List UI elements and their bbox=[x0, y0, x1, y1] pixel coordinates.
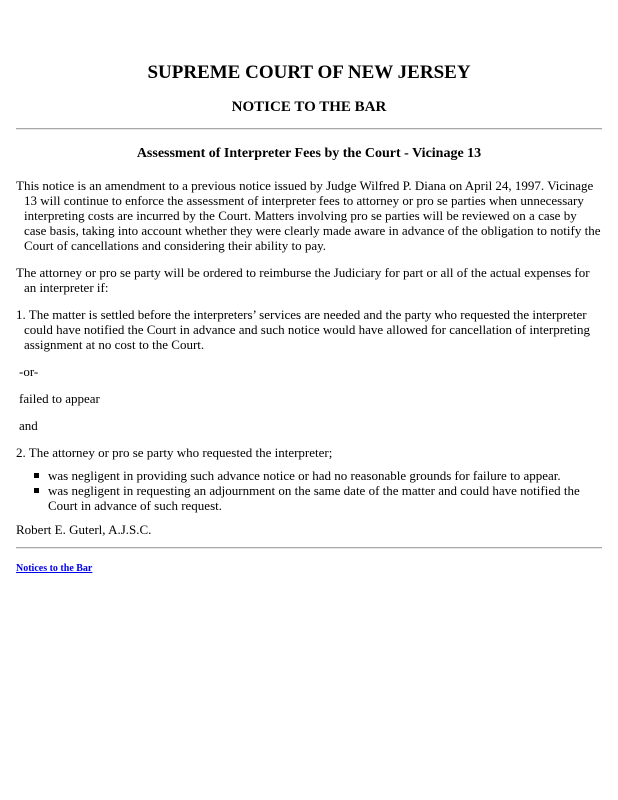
failed-to-appear-text: failed to appear bbox=[19, 391, 100, 406]
bottom-divider bbox=[16, 547, 602, 549]
list-item-text: was negligent in providing such advance notice or had no reasonable grounds for failure to appear. bbox=[48, 468, 561, 483]
notice-subject: Assessment of Interpreter Fees by the Court - Vicinage 13 bbox=[136, 146, 482, 161]
list-item bbox=[16, 468, 602, 483]
notices-to-the-bar-link[interactable]: Notices to the Bar bbox=[16, 563, 93, 574]
signature: Robert E. Guterl, A.J.S.C. bbox=[16, 522, 152, 537]
list-item bbox=[16, 483, 602, 513]
or-separator: -or- bbox=[19, 364, 39, 379]
negligence-list bbox=[16, 468, 602, 513]
notice-heading: NOTICE TO THE BAR bbox=[231, 99, 387, 115]
top-divider bbox=[16, 128, 602, 130]
bullet-icon bbox=[34, 473, 39, 478]
and-separator: and bbox=[19, 418, 38, 433]
intro-paragraph: This notice is an amendment to a previous notice issued by Judge Wilfred P. Diana on April 24, 1997. Vicinage 13 will continue to enforce the assessment of interpreter fees to attorney or pro se parties when unnecessary interpreting costs are incurred by the Court. Matters involving pro se parties will be reviewed on a case by case basis, taking into account whether they were clearly made aware in advance of the obligation to notify the Court of cancellations and considering their ability to pay. bbox=[16, 178, 601, 253]
condition-2-paragraph: 2. The attorney or pro se party who requested the interpreter; bbox=[16, 445, 333, 460]
reimburse-paragraph: The attorney or pro se party will be ordered to reimburse the Judiciary for part or all of the actual expenses for an interpreter if: bbox=[16, 265, 590, 295]
court-title: SUPREME COURT OF NEW JERSEY bbox=[147, 62, 471, 83]
list-item-text: was negligent in requesting an adjournment on the same date of the matter and could have notified the Court in advance of such request. bbox=[48, 483, 580, 513]
condition-1-paragraph: 1. The matter is settled before the interpreters’ services are needed and the party who requested the interpreter could have notified the Court in advance and such notice would have allowed for cancellation of interpreting assignment at no cost to the Court. bbox=[16, 307, 591, 352]
bullet-icon bbox=[34, 488, 39, 493]
